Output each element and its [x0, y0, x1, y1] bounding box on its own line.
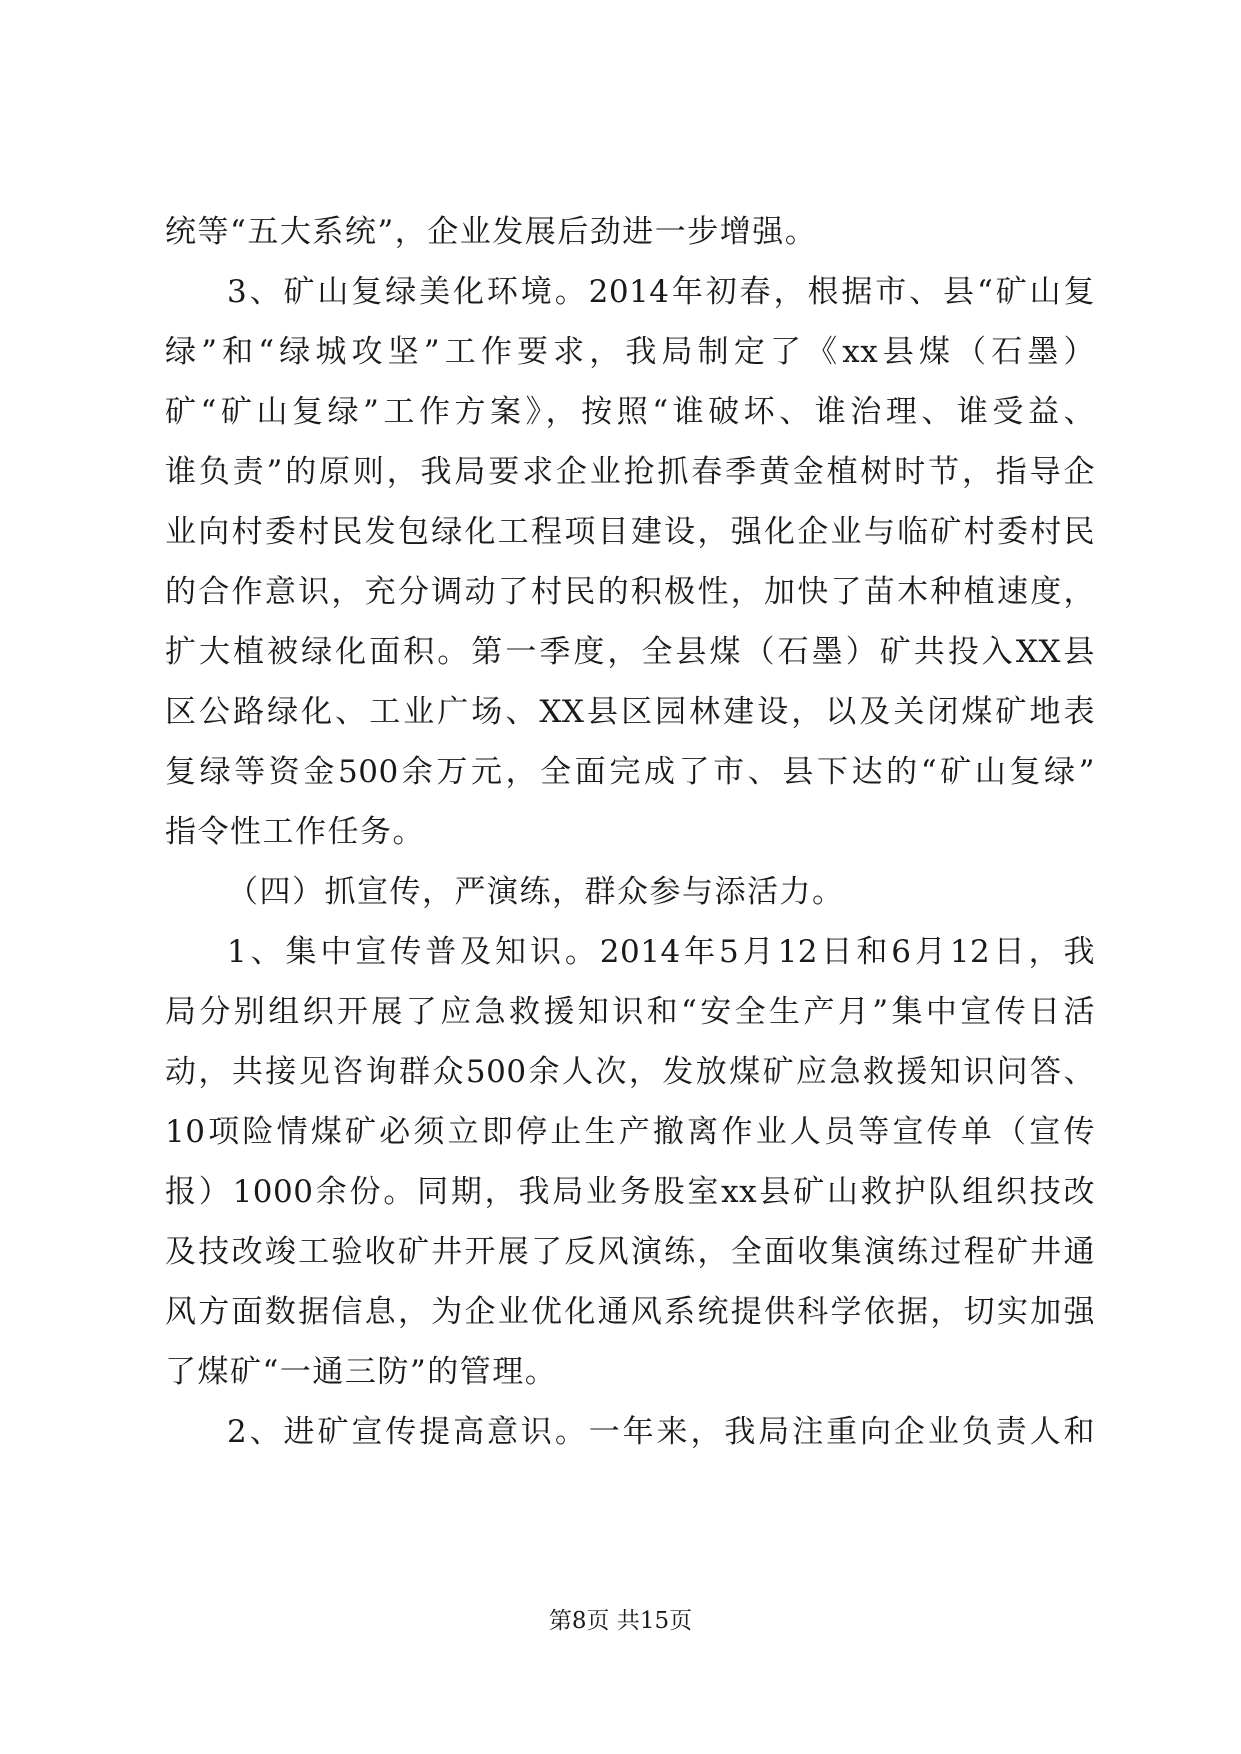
paragraph-line: 扩大植被绿化面积。第一季度，全县煤（石墨）矿共投入XX县 — [165, 634, 1095, 670]
paragraph-line: 风方面数据信息，为企业优化通风系统提供科学依据，切实加强 — [165, 1294, 1095, 1330]
paragraph-line: 的合作意识，充分调动了村民的积极性，加快了苗木种植速度， — [165, 574, 1095, 610]
paragraph-line: 及技改竣工验收矿井开展了反风演练，全面收集演练过程矿井通 — [165, 1234, 1095, 1270]
paragraph-line: 复绿等资金500余万元，全面完成了市、县下达的“矿山复绿” — [165, 754, 1095, 790]
section-heading: （四）抓宣传，严演练，群众参与添活力。 — [227, 874, 845, 910]
paragraph-line: 动，共接见咨询群众500余人次，发放煤矿应急救援知识问答、 — [165, 1054, 1095, 1090]
paragraph-line: 了煤矿“一通三防”的管理。 — [165, 1354, 558, 1390]
paragraph-line: 区公路绿化、工业广场、XX县区园林建设，以及关闭煤矿地表 — [165, 694, 1095, 730]
paragraph-line: 10项险情煤矿必须立即停止生产撤离作业人员等宣传单（宣传 — [165, 1114, 1095, 1150]
paragraph-line: 指令性工作任务。 — [165, 814, 425, 850]
paragraph-line: 局分别组织开展了应急救援知识和“安全生产月”集中宣传日活 — [165, 994, 1095, 1030]
paragraph-line: 绿”和“绿城攻坚”工作要求，我局制定了《xx县煤（石墨） — [165, 334, 1095, 370]
paragraph-line: 1、集中宣传普及知识。2014年5月12日和6月12日，我 — [227, 934, 1095, 970]
paragraph-line: 矿“矿山复绿”工作方案》，按照“谁破坏、谁治理、谁受益、 — [165, 394, 1095, 430]
paragraph-line: 3、矿山复绿美化环境。2014年初春，根据市、县“矿山复 — [227, 274, 1095, 310]
paragraph-line: 谁负责”的原则，我局要求企业抢抓春季黄金植树时节，指导企 — [165, 454, 1095, 490]
paragraph-line: 2、进矿宣传提高意识。一年来，我局注重向企业负责人和 — [227, 1414, 1095, 1450]
paragraph-line: 报）1000余份。同期，我局业务股室xx县矿山救护队组织技改 — [165, 1174, 1095, 1210]
page-number-footer: 第8页 共15页 — [548, 1608, 693, 1634]
paragraph-line: 业向村委村民发包绿化工程项目建设，强化企业与临矿村委村民 — [165, 514, 1095, 550]
paragraph-line: 统等“五大系统”，企业发展后劲进一步增强。 — [165, 214, 818, 250]
